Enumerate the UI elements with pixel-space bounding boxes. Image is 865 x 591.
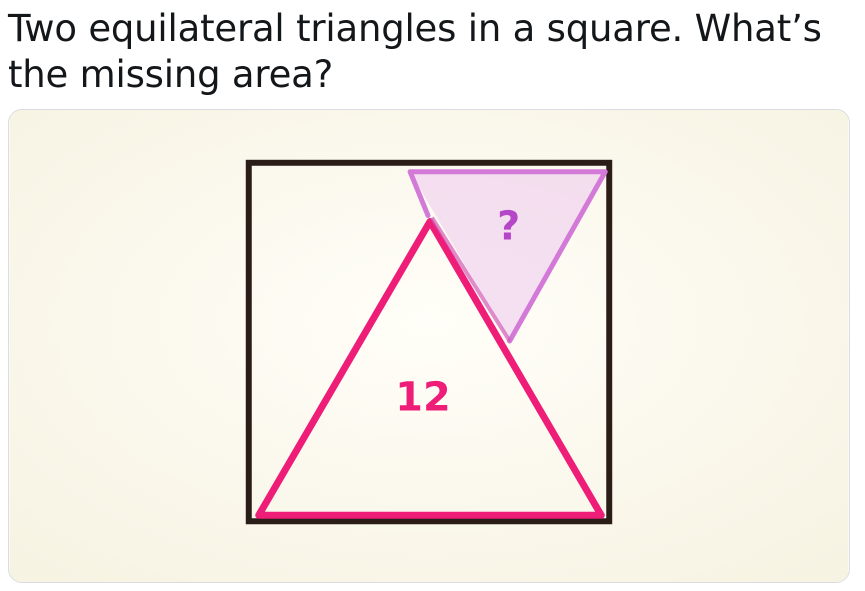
puzzle-drawing <box>9 110 849 582</box>
small-triangle-area-label: ? <box>497 203 521 250</box>
tweet-image[interactable] <box>8 109 850 583</box>
large-triangle-area-label: 12 <box>395 374 451 421</box>
tweet-text: Two equilateral triangles in a square. What’s the missing area? <box>8 7 822 96</box>
